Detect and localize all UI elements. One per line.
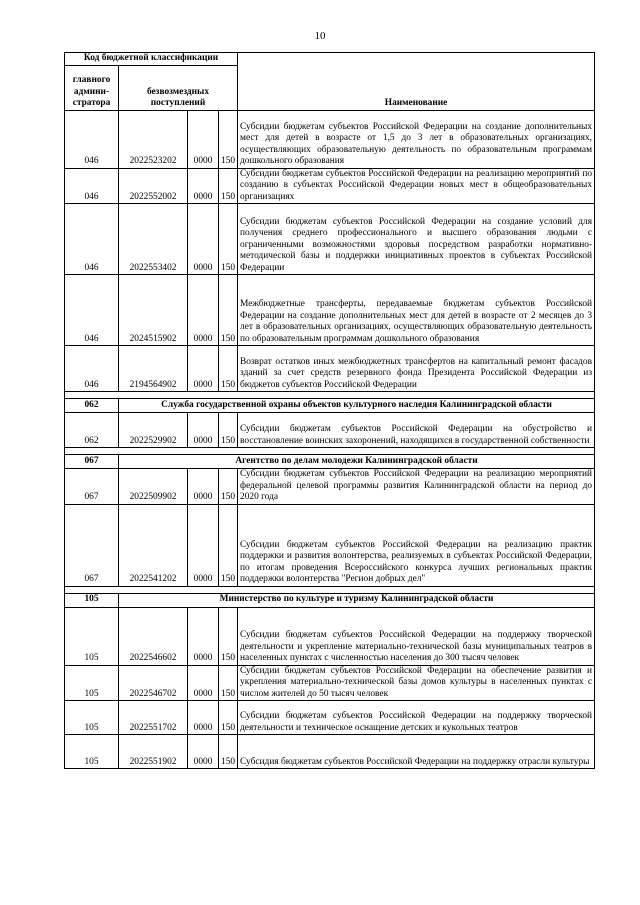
table-row xyxy=(65,504,595,586)
admin-code: 067 xyxy=(65,504,119,586)
admin-code: 046 xyxy=(65,168,119,204)
class-code: 150 xyxy=(219,701,238,735)
revenue-code: 2024515902 xyxy=(119,275,188,346)
admin-code: 105 xyxy=(65,665,119,701)
table-row xyxy=(65,275,595,346)
header-admin: главного админи-стратора xyxy=(65,65,119,110)
revenue-code: 2022551902 xyxy=(119,735,188,769)
section-row xyxy=(65,399,595,413)
subtype-code: 0000 xyxy=(188,346,219,392)
revenue-name: Субсидии бюджетам субъектов Российской Федерации на реализацию мероприятий федеральной целевой программы развития Калининградской области на период до 2020 года xyxy=(238,469,595,505)
subtype-code: 0000 xyxy=(188,504,219,586)
spacer-row xyxy=(65,448,595,455)
revenue-code: 2194564902 xyxy=(119,346,188,392)
admin-code: 105 xyxy=(65,735,119,769)
revenue-code: 2022546702 xyxy=(119,665,188,701)
table-row xyxy=(65,607,595,665)
class-code: 150 xyxy=(219,168,238,204)
table-row xyxy=(65,665,595,701)
budget-classification-table xyxy=(64,52,595,769)
revenue-code: 2022523202 xyxy=(119,110,188,168)
subtype-code: 0000 xyxy=(188,701,219,735)
section-code: 105 xyxy=(65,593,119,607)
class-code: 150 xyxy=(219,275,238,346)
section-title: Агентство по делам молодежи Калининградской области xyxy=(119,455,595,469)
revenue-code: 2022553402 xyxy=(119,204,188,275)
section-code: 067 xyxy=(65,455,119,469)
class-code: 150 xyxy=(219,110,238,168)
page-number: 10 xyxy=(314,30,326,42)
section-row xyxy=(65,593,595,607)
revenue-code: 2022541202 xyxy=(119,504,188,586)
class-code: 150 xyxy=(219,665,238,701)
table-row xyxy=(65,469,595,505)
table-row xyxy=(65,735,595,769)
revenue-name: Субсидии бюджетам субъектов Российской Федерации на поддержку творческой деятельности и техническое оснащение детских и кукольных театров xyxy=(238,701,595,735)
admin-code: 062 xyxy=(65,413,119,448)
subtype-code: 0000 xyxy=(188,607,219,665)
spacer-row xyxy=(65,586,595,593)
revenue-code: 2022552002 xyxy=(119,168,188,204)
revenue-code: 2022551702 xyxy=(119,701,188,735)
admin-code: 046 xyxy=(65,275,119,346)
subtype-code: 0000 xyxy=(188,110,219,168)
admin-code: 046 xyxy=(65,346,119,392)
table-row xyxy=(65,701,595,735)
subtype-code: 0000 xyxy=(188,469,219,505)
subtype-code: 0000 xyxy=(188,275,219,346)
admin-code: 105 xyxy=(65,607,119,665)
class-code: 150 xyxy=(219,504,238,586)
revenue-name: Субсидии бюджетам субъектов Российской Федерации на поддержку творческой деятельности и укрепление материально-технической базы муниципальных театров в населенных пунктах с численностью населения до 300 тысяч человек xyxy=(238,607,595,665)
section-title: Служба государственной охраны объектов культурного наследия Калининградской области xyxy=(119,399,595,413)
revenue-name: Межбюджетные трансферты, передаваемые бюджетам субъектов Российской Федерации на создание дополнительных мест для детей в возрасте от 2 месяцев до 3 лет в образовательных организациях, осуществляющих образовательную деятельность по образовательным программам дошкольного образования xyxy=(238,275,595,346)
class-code: 150 xyxy=(219,413,238,448)
revenue-name: Субсидии бюджетам субъектов Российской Федерации на создание условий для получения среднего профессионального и высшего образования людьми с ограниченными возможностями здоровья посредством разработки нормативно-методической базы и поддержки инициативных проектов в субъектах Российской Федерации xyxy=(238,204,595,275)
section-row xyxy=(65,455,595,469)
revenue-code: 2022529902 xyxy=(119,413,188,448)
class-code: 150 xyxy=(219,469,238,505)
admin-code: 046 xyxy=(65,204,119,275)
revenue-name: Субсидии бюджетам субъектов Российской Федерации на реализацию мероприятий по созданию в субъектах Российской Федерации новых мест в общеобразовательных организациях xyxy=(238,168,595,204)
subtype-code: 0000 xyxy=(188,204,219,275)
class-code: 150 xyxy=(219,204,238,275)
table-row xyxy=(65,346,595,392)
admin-code: 046 xyxy=(65,110,119,168)
revenue-name: Субсидии бюджетам субъектов Российской Федерации на обустройство и восстановление воинских захоронений, находящихся в государственной собственности xyxy=(238,413,595,448)
revenue-name: Субсидии бюджетам субъектов Российской Федерации на создание дополнительных мест для детей в возрасте от 1,5 до 3 лет в образовательных организациях, осуществляющих образовательную деятельность по образовательным программам дошкольного образования xyxy=(238,110,595,168)
revenue-name: Субсидии бюджетам субъектов Российской Федерации на реализацию практик поддержки и развития волонтерства, реализуемых в субъектах Российской Федерации, по итогам проведения Всероссийского конкурса лучших региональных практик поддержки волонтерства "Регион добрых дел" xyxy=(238,504,595,586)
subtype-code: 0000 xyxy=(188,168,219,204)
header-name: Наименование xyxy=(238,53,595,111)
subtype-code: 0000 xyxy=(188,413,219,448)
admin-code: 105 xyxy=(65,701,119,735)
revenue-name: Субсидии бюджетам субъектов Российской Федерации на обеспечение развития и укрепления материально-технической базы домов культуры в населенных пунктах с числом жителей до 50 тысяч человек xyxy=(238,665,595,701)
section-code: 062 xyxy=(65,399,119,413)
subtype-code: 0000 xyxy=(188,665,219,701)
class-code: 150 xyxy=(219,735,238,769)
spacer-row xyxy=(65,392,595,399)
table-header-row xyxy=(65,53,595,66)
class-code: 150 xyxy=(219,346,238,392)
header-budget-code: Код бюджетной классификации xyxy=(65,53,238,66)
revenue-code: 2022509902 xyxy=(119,469,188,505)
revenue-name: Возврат остатков иных межбюджетных трансфертов на капитальный ремонт фасадов зданий за счет средств резервного фонда Президента Российской Федерации из бюджетов субъектов Российской Федерации xyxy=(238,346,595,392)
section-title: Министерство по культуре и туризму Калининградской области xyxy=(119,593,595,607)
table-row xyxy=(65,168,595,204)
revenue-code: 2022546602 xyxy=(119,607,188,665)
admin-code: 067 xyxy=(65,469,119,505)
class-code: 150 xyxy=(219,607,238,665)
table-row xyxy=(65,110,595,168)
subtype-code: 0000 xyxy=(188,735,219,769)
header-revenue: безвозмездных поступлений xyxy=(119,65,238,110)
table-row xyxy=(65,204,595,275)
revenue-name: Субсидия бюджетам субъектов Российской Федерации на поддержку отрасли культуры xyxy=(238,735,595,769)
table-row xyxy=(65,413,595,448)
